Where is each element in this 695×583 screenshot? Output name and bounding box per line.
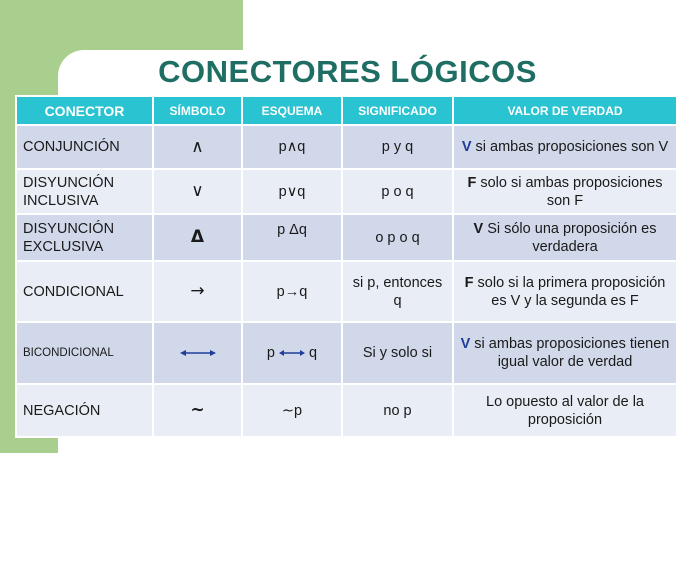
cell-simbolo bbox=[153, 214, 242, 261]
cell-valor-de-verdad bbox=[453, 125, 677, 169]
cell-conector: BICONDICIONAL bbox=[16, 322, 153, 384]
page-title: CONECTORES LÓGICOS bbox=[158, 54, 537, 89]
cell-valor-de-verdad bbox=[453, 261, 677, 322]
cell-simbolo bbox=[153, 261, 242, 322]
truth-text: Lo opuesto al valor de la proposición bbox=[486, 393, 644, 428]
delta-symbol: Δ bbox=[190, 227, 205, 247]
esquema-q: q bbox=[309, 345, 318, 361]
header-significado: SIGNIFICADO bbox=[342, 96, 453, 125]
header-conector: CONECTOR bbox=[16, 96, 153, 125]
cell-simbolo bbox=[153, 125, 242, 169]
truth-text: si ambas proposiciones tienen igual valor de verdad bbox=[470, 336, 670, 370]
esquema-p: p bbox=[266, 345, 275, 361]
cell-esquema: p Δq bbox=[242, 214, 342, 261]
double-arrow-icon bbox=[279, 348, 305, 358]
table-row bbox=[16, 214, 677, 261]
cell-conector: NEGACIÓN bbox=[16, 384, 153, 437]
cell-esquema: p∧q bbox=[242, 125, 342, 169]
cell-valor-de-verdad bbox=[453, 384, 677, 437]
cell-significado: o p o q bbox=[342, 214, 453, 261]
cell-simbolo bbox=[153, 169, 242, 214]
cell-esquema: p→q bbox=[242, 261, 342, 322]
cell-valor-de-verdad bbox=[453, 169, 677, 214]
cell-significado: p o q bbox=[342, 169, 453, 214]
truth-letter: F bbox=[467, 174, 477, 191]
header-esquema: ESQUEMA bbox=[242, 96, 342, 125]
table-row bbox=[16, 322, 677, 384]
truth-text: Si sólo una proposición es verdadera bbox=[483, 220, 657, 255]
arrow-right-symbol: → bbox=[190, 281, 205, 301]
table-header-row bbox=[16, 96, 677, 125]
tilde-symbol: ∼ bbox=[190, 400, 205, 420]
table-row bbox=[16, 169, 677, 214]
header-valor-de-verdad: VALOR DE VERDAD bbox=[453, 96, 677, 125]
cell-significado: Si y solo si bbox=[342, 322, 453, 384]
table-row bbox=[16, 261, 677, 322]
header-simbolo: SÍMBOLO bbox=[153, 96, 242, 125]
cell-simbolo bbox=[153, 384, 242, 437]
table-row bbox=[16, 384, 677, 437]
cell-simbolo bbox=[153, 322, 242, 384]
double-arrow-icon bbox=[180, 348, 216, 358]
cell-significado: p y q bbox=[342, 125, 453, 169]
truth-text: solo si la primera proposición es V y la segunda es F bbox=[473, 274, 666, 309]
cell-significado: si p, entonces q bbox=[342, 261, 453, 322]
truth-text: solo si ambas proposiciones son F bbox=[476, 174, 663, 209]
cell-valor-de-verdad bbox=[453, 214, 677, 261]
cell-conector: CONDICIONAL bbox=[16, 261, 153, 322]
cell-esquema: p∨q bbox=[242, 169, 342, 214]
truth-letter: V bbox=[473, 220, 484, 237]
table-row bbox=[16, 125, 677, 169]
and-symbol: ∧ bbox=[191, 136, 204, 157]
cell-esquema: ∼p bbox=[242, 384, 342, 437]
truth-text: si ambas proposiciones son V bbox=[471, 139, 669, 155]
truth-letter: F bbox=[464, 274, 474, 291]
or-symbol: ∨ bbox=[191, 181, 204, 201]
cell-valor-de-verdad bbox=[453, 322, 677, 384]
truth-letter: V bbox=[460, 336, 471, 352]
cell-conector: DISYUNCIÓN EXCLUSIVA bbox=[16, 214, 153, 261]
truth-letter: V bbox=[461, 139, 472, 155]
connectors-table bbox=[15, 95, 678, 438]
cell-conector: CONJUNCIÓN bbox=[16, 125, 153, 169]
cell-conector: DISYUNCIÓN INCLUSIVA bbox=[16, 169, 153, 214]
cell-esquema bbox=[242, 322, 342, 384]
cell-significado: no p bbox=[342, 384, 453, 437]
